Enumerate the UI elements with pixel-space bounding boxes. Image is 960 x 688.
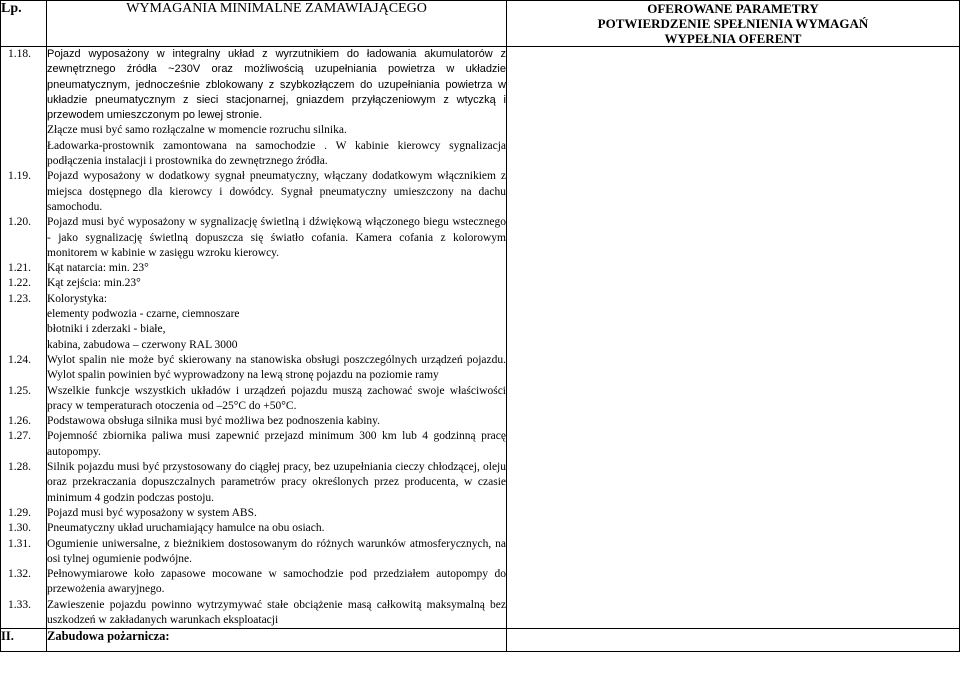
item-number: 1.22. — [8, 277, 31, 290]
requirements-column — [47, 47, 507, 629]
section-offered-cell[interactable] — [507, 629, 960, 652]
item-number: 1.24. — [8, 353, 31, 366]
header-offered-line1: OFEROWANE PARAMETRY — [647, 1, 819, 16]
item-line: Kąt natarcia: min. 23° — [47, 262, 149, 275]
item-text — [47, 567, 506, 598]
item-text — [47, 353, 506, 384]
item-line: kabina, zabudowa – czerwony RAL 3000 — [47, 338, 238, 351]
item-text — [47, 537, 506, 568]
item-text — [47, 169, 506, 215]
numbers-column — [1, 47, 47, 629]
item-text — [47, 429, 506, 460]
item-line: Kąt zejścia: min.23° — [47, 277, 141, 290]
item-number: 1.29. — [8, 506, 31, 519]
item-number: 1.33. — [8, 598, 31, 611]
header-requirements: WYMAGANIA MINIMALNE ZAMAWIAJĄCEGO — [47, 1, 507, 47]
section-title: Zabudowa pożarnicza: — [47, 629, 507, 652]
item-line: Wylot spalin nie może być skierowany na stanowiska obsługi poszczególnych urządzeń pojazdu. Wylot spalin powinien być wyprowadzony na lewą stronę pojazdu na poziomie ramy — [47, 353, 506, 382]
item-line: Silnik pojazdu musi być przystosowany do ciągłej pracy, bez uzupełniania cieczy chłodzącej, oleju oraz przekraczania dopuszczalnych parametrów pracy określonych przez producenta, w czasie minimum 4 godzin podczas postoju. — [47, 461, 506, 504]
item-line: Złącze musi być samo rozłączalne w momencie rozruchu silnika. — [47, 124, 347, 137]
item-line: Pojazd wyposażony w dodatkowy sygnał pneumatyczny, włączany dodatkowym włącznikiem z miejsca dostępnego dla kierowcy i dowódcy. Sygnał pneumatyczny umieszczony na dachu samochodu. — [47, 170, 506, 213]
item-line: Ładowarka-prostownik zamontowana na samochodzie . W kabinie kierowcy sygnalizacja podłączenia instalacji i prostownika do zewnętrznego źródła. — [47, 139, 506, 168]
item-line: Pojazd wyposażony w integralny układ z wyrzutnikiem do ładowania akumulatorów z zewnętrznego źródła ~230V oraz możliwością uzupełniania powietrza w układzie pneumatycznym, jednocześnie zblokowany z szybkozłączem do uzupełniania powietrza w układzie pneumatycznym z sieci stacjonarnej, gniazdem przyłączeniowym z wtyczką i przewodem umieszczonym po lewej stronie. — [47, 48, 506, 122]
item-number: 1.20. — [8, 216, 31, 229]
header-offered — [507, 1, 960, 47]
item-text — [47, 414, 506, 429]
item-line: Podstawowa obsługa silnika musi być możliwa bez podnoszenia kabiny. — [47, 415, 381, 428]
item-text — [47, 384, 506, 415]
section-row — [1, 629, 960, 652]
item-line: Zawieszenie pojazdu powinno wytrzymywać stałe obciążenie masą całkowitą maksymalną bez uszkodzeń w zakładanych warunkach eksploatacji — [47, 598, 506, 626]
table-header-row — [1, 1, 960, 47]
item-line: Pojazd musi być wyposażony w system ABS. — [47, 506, 257, 519]
item-line: Wszelkie funkcje wszystkich układów i urządzeń pojazdu muszą zachować swoje właściwości pracy w temperaturach otoczenia od –25°C do +50°C. — [47, 384, 506, 412]
item-text — [47, 47, 506, 169]
item-line: Ogumienie uniwersalne, z bieżnikiem dostosowanym do różnych warunków atmosferycznych, na osi tylnej ogumienie podwójne. — [47, 537, 506, 565]
item-line: Pojemność zbiornika paliwa musi zapewnić przejazd minimum 300 km lub 4 godzinną pracę autopompy. — [47, 430, 506, 458]
offered-parameters-cell[interactable] — [507, 47, 960, 629]
item-text — [47, 598, 506, 629]
item-line: Kolorystyka: — [47, 292, 108, 305]
item-number: 1.23. — [8, 292, 31, 305]
header-offered-line3: WYPEŁNIA OFERENT — [664, 31, 802, 46]
item-number: 1.30. — [8, 522, 31, 535]
item-number: 1.21. — [8, 262, 31, 275]
item-text — [47, 460, 506, 506]
header-offered-line2: POTWIERDZENIE SPEŁNIENIA WYMAGAŃ — [597, 16, 869, 31]
item-text — [47, 261, 506, 276]
item-number: 1.32. — [8, 568, 31, 581]
item-number: 1.18. — [8, 48, 31, 60]
section-number: II. — [1, 629, 47, 652]
item-number: 1.25. — [8, 384, 31, 397]
item-line: Pojazd musi być wyposażony w sygnalizację świetlną i dźwiękową włączonego biegu wstecznego - jako sygnalizację świetlną dopuszcza się światło cofania. Kamera cofania z kolorowym monitorem w kabinie w zasięgu wzroku kierowcy. — [47, 216, 506, 259]
item-line: błotniki i zderzaki - białe, — [47, 323, 166, 336]
item-number: 1.31. — [8, 537, 31, 550]
item-number: 1.27. — [8, 430, 31, 443]
header-lp: Lp. — [1, 1, 47, 47]
item-text — [47, 521, 506, 536]
item-line: Pełnowymiarowe koło zapasowe mocowane w samochodzie pod przedziałem autopompy do przewożenia awaryjnego. — [47, 568, 506, 596]
item-text — [47, 215, 506, 261]
table-body-row — [1, 47, 960, 629]
item-text — [47, 292, 506, 353]
item-line: elementy podwozia - czarne, ciemnoszare — [47, 308, 240, 321]
item-number: 1.26. — [8, 415, 31, 428]
item-text — [47, 506, 506, 521]
item-line: Pneumatyczny układ uruchamiający hamulce na obu osiach. — [47, 522, 325, 535]
item-number: 1.28. — [8, 461, 31, 474]
item-text — [47, 276, 506, 291]
item-number: 1.19. — [8, 170, 31, 183]
